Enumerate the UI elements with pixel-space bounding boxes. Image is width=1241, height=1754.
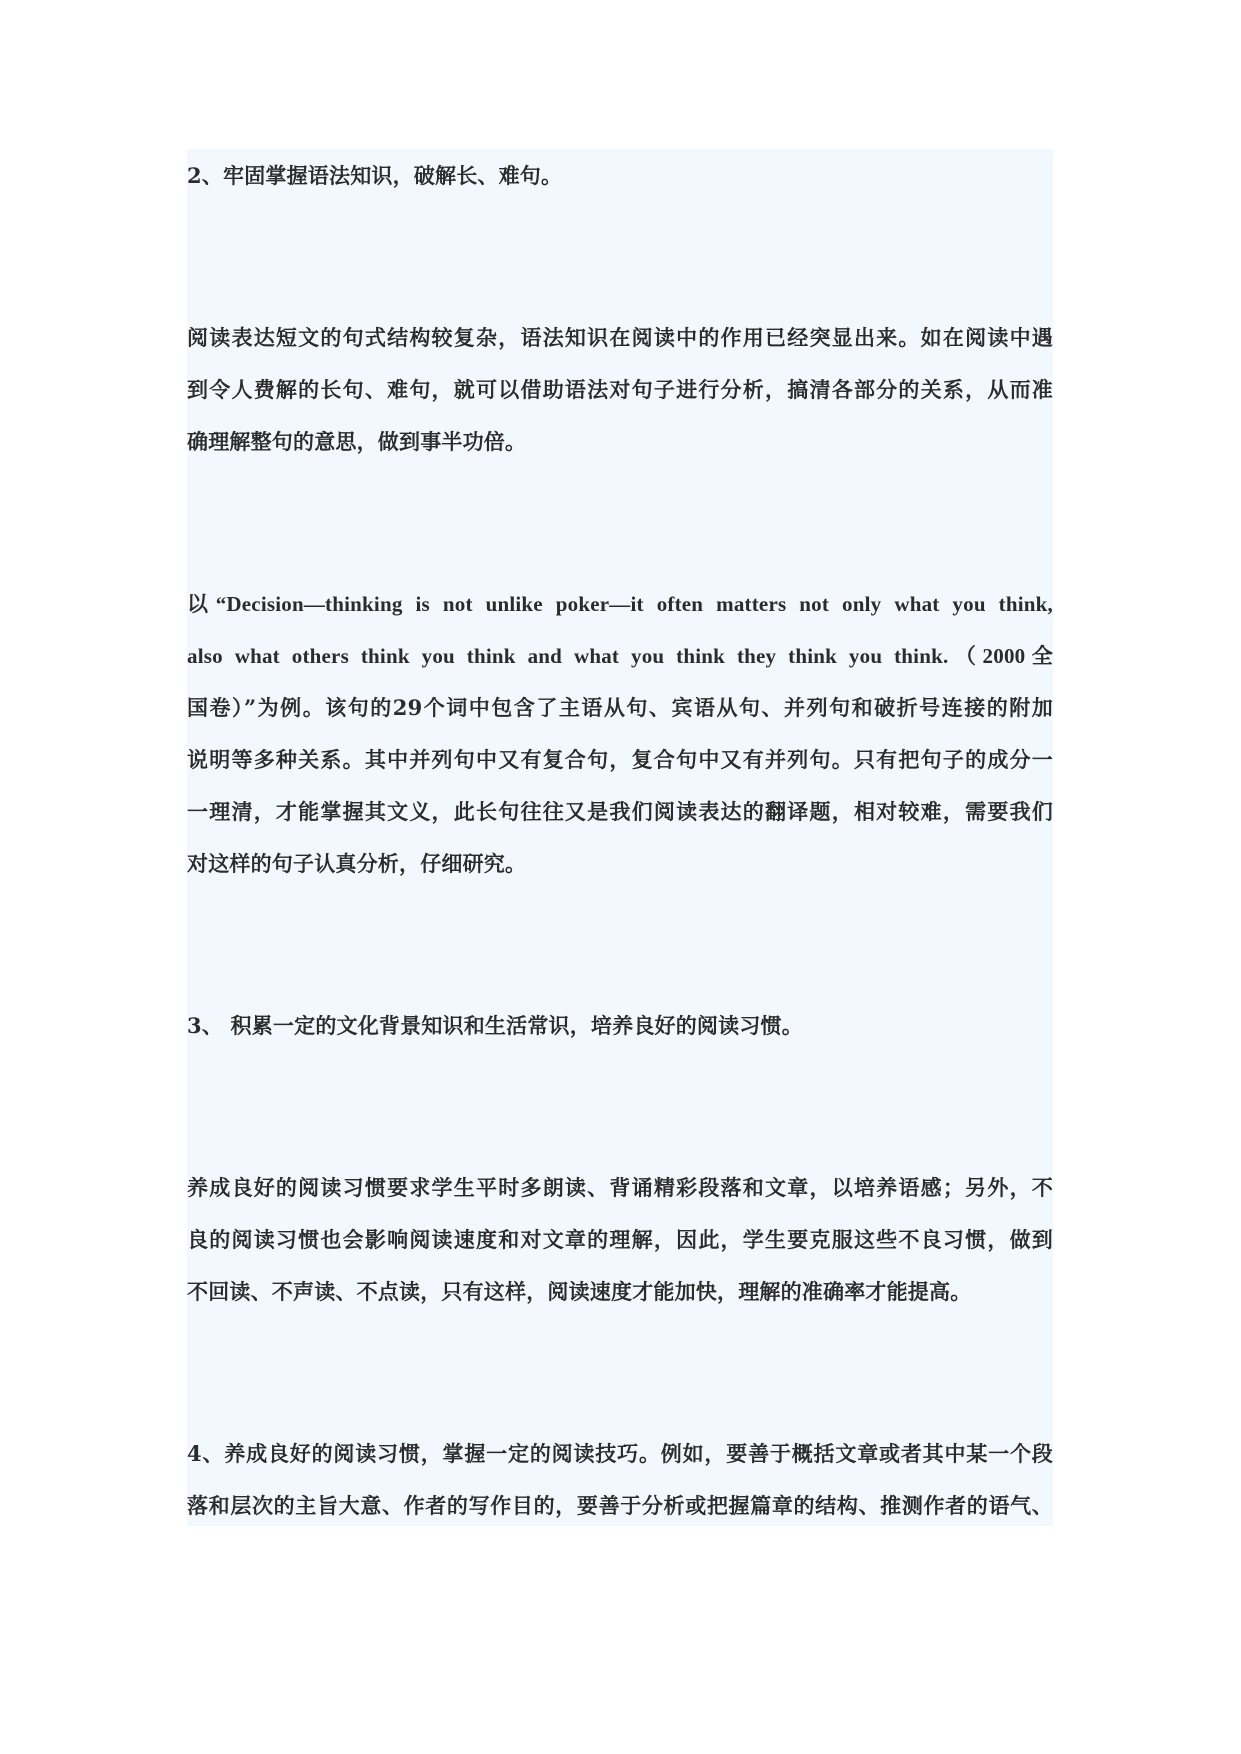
paragraph-line: 不回读、不声读、不点读，只有这样，阅读速度才能加快，理解的准确率才能提高。 <box>187 1279 972 1304</box>
paragraph-line: 以“Decision—thinking is not unlike poker—it often matters not only what you think, <box>187 592 1053 616</box>
paragraph-line: 到令人费解的长句、难句，就可以借助语法对句子进行分析，搞清各部分的关系，从而准 <box>187 377 1053 402</box>
paragraph-line: 国卷）”为例。该句的29个词中包含了主语从句、宾语从句、并列句和破折号连接的附加 <box>187 695 1053 720</box>
paragraph-line: 对这样的句子认真分析，仔细研究。 <box>187 851 527 876</box>
paragraph-line: 一理清，才能掌握其文义，此长句往往又是我们阅读表达的翻译题，相对较难，需要我们 <box>187 799 1053 824</box>
paragraph-line: 养成良好的阅读习惯要求学生平时多朗读、背诵精彩段落和文章，以培养语感；另外，不 <box>187 1175 1053 1200</box>
paragraph-line: 落和层次的主旨大意、作者的写作目的，要善于分析或把握篇章的结构、推测作者的语气、 <box>187 1493 1053 1518</box>
article-body <box>187 149 1053 1526</box>
section-heading-3: 3、 积累一定的文化背景知识和生活常识，培养良好的阅读习惯。 <box>187 1013 803 1038</box>
paragraph-line: 4、养成良好的阅读习惯，掌握一定的阅读技巧。例如，要善于概括文章或者其中某一个段 <box>187 1441 1053 1466</box>
paragraph-line: also what others think you think and what you think they think you think.（2000全 <box>187 644 1053 668</box>
paragraph-line: 良的阅读习惯也会影响阅读速度和对文章的理解，因此，学生要克服这些不良习惯，做到 <box>187 1227 1053 1252</box>
paragraph-line: 说明等多种关系。其中并列句中又有复合句，复合句中又有并列句。只有把句子的成分一 <box>187 747 1053 772</box>
paragraph-line: 阅读表达短文的句式结构较复杂，语法知识在阅读中的作用已经突显出来。如在阅读中遇 <box>187 325 1053 350</box>
paragraph-line: 确理解整句的意思，做到事半功倍。 <box>187 429 527 454</box>
section-heading-2: 2、牢固掌握语法知识，破解长、难句。 <box>187 163 563 188</box>
